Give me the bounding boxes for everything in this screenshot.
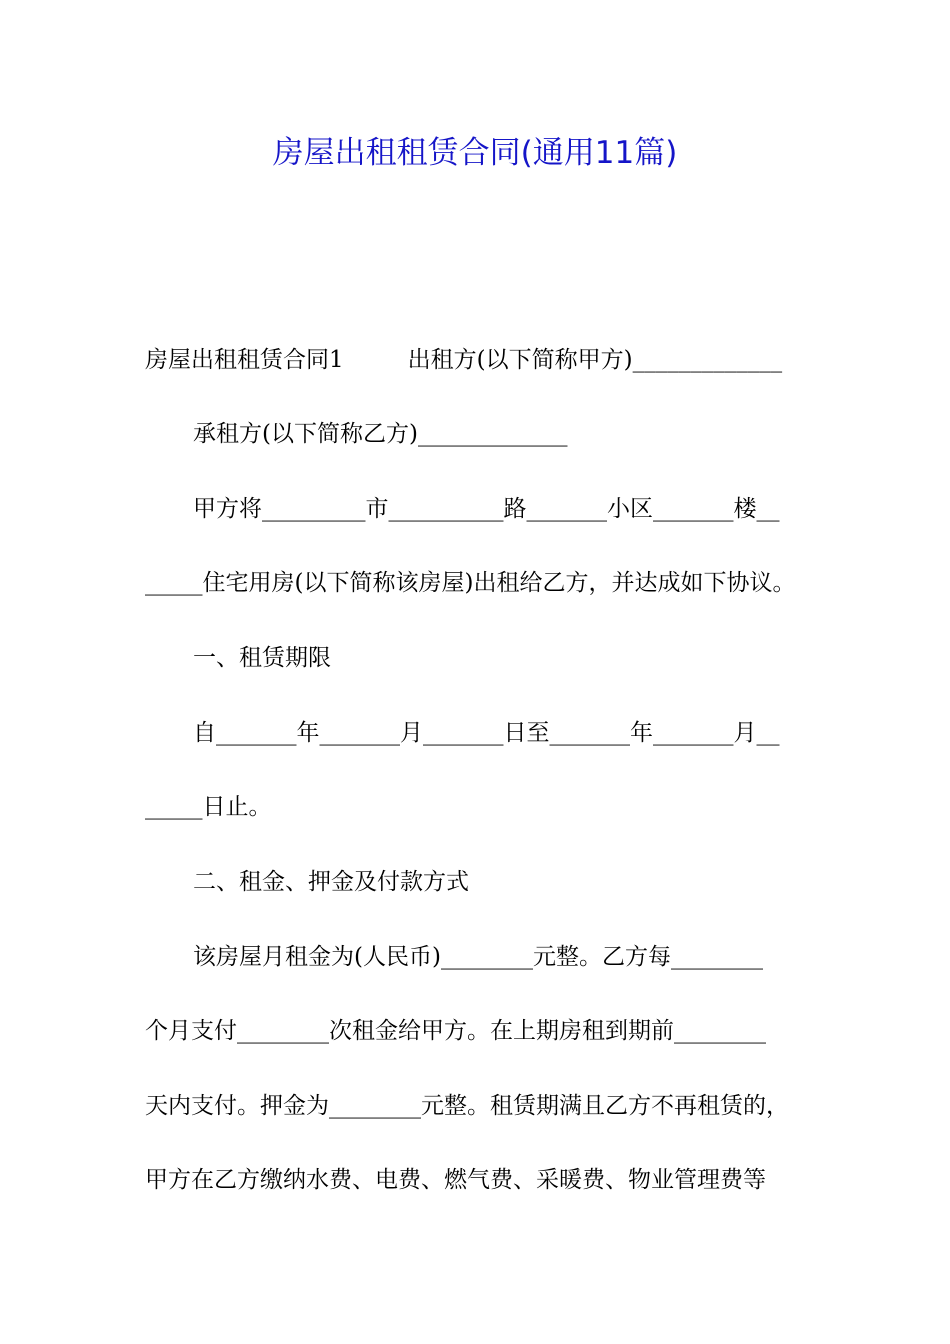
lessor-line: 出租方(以下简称甲方)_____________ <box>407 347 783 373</box>
section-heading-rent: 二、租金、押金及付款方式 <box>193 869 469 895</box>
rent-line-3: 天内支付。押金为________元整。租赁期满且乙方不再租赁的， <box>145 1093 789 1119</box>
rent-line-4: 甲方在乙方缴纳水费、电费、燃气费、采暖费、物业管理费等 <box>145 1167 766 1193</box>
first-line <box>145 340 825 380</box>
property-line-1: 甲方将_________市__________路_______小区_______楼__ <box>193 496 780 522</box>
document-title: 房屋出租租赁合同(通用11篇) <box>272 135 678 171</box>
rent-line-1: 该房屋月租金为(人民币)________元整。乙方每________ <box>193 944 763 970</box>
rent-line-2: 个月支付________次租金给甲方。在上期房租到期前________ <box>145 1018 766 1044</box>
lessee-line: 承租方(以下简称乙方)_____________ <box>193 421 568 447</box>
term-line-2: _____日止。 <box>145 794 272 820</box>
section-heading-term: 一、租赁期限 <box>193 645 331 671</box>
term-line-1: 自_______年_______月_______日至_______年_______月__ <box>193 720 780 746</box>
contract-number-text: 房屋出租租赁合同1 <box>145 347 344 373</box>
property-line-2: _____住宅用房(以下简称该房屋)出租给乙方，并达成如下协议。 <box>145 570 796 596</box>
